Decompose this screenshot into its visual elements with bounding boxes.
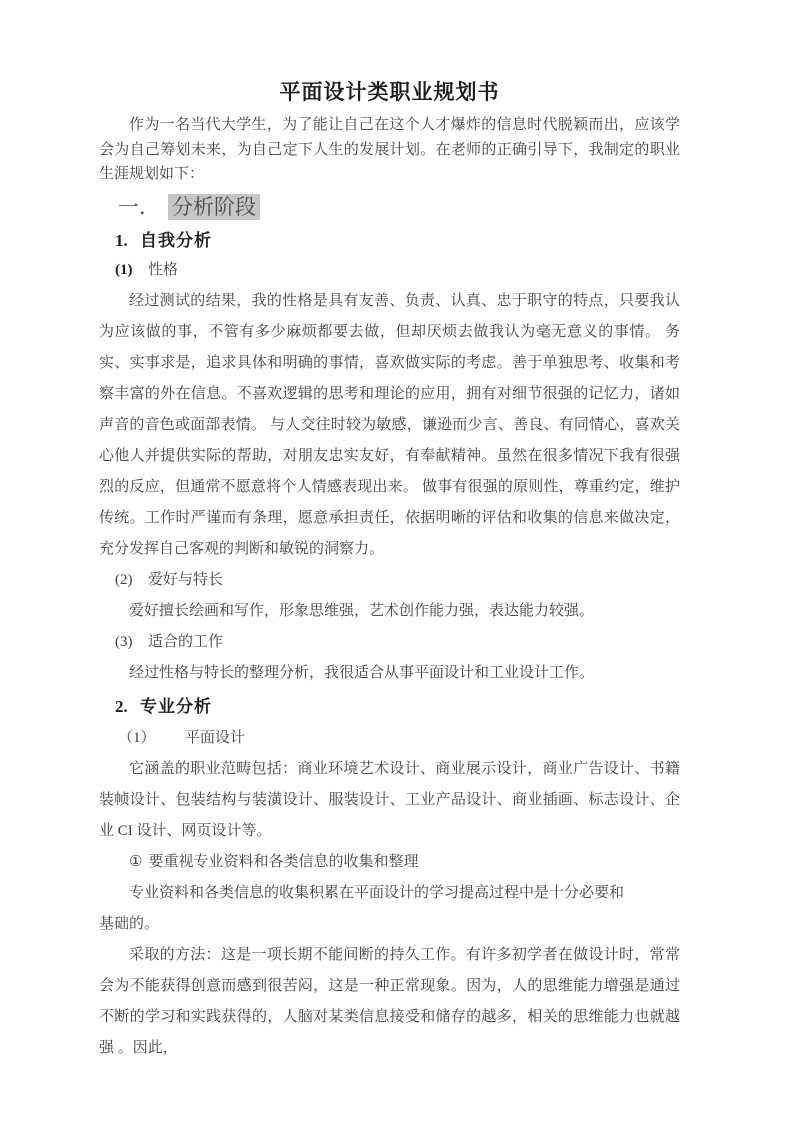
list-item-2-marker: (2) (115, 572, 133, 589)
point-1-line (99, 847, 680, 878)
major-analysis-title: 专业分析 (140, 697, 212, 717)
list-item-1-marker: (1) (115, 262, 133, 279)
method-paragraph: 采取的方法：这是一项长期不能间断的持久工作。有许多初学者在做设计时，常常会为不能获得创意而感到很苦闷，这是一种正常现象。因为，人的思维能力增强是通过不断的学习和实践获得的，人脑对某类信息接受和储存的越多，相关的思维能力也就越强 。因此， (99, 947, 680, 1057)
list-item-3-label: 适合的工作 (148, 634, 224, 651)
section-one-heading (99, 194, 680, 221)
major-analysis-number: 2. (115, 697, 128, 717)
list-item-3-body: 经过性格与特长的整理分析，我很适合从事平面设计和工业设计工作。 (129, 665, 595, 682)
section-one-number: 一． (118, 195, 160, 220)
self-analysis-number: 1. (115, 231, 128, 251)
sub-item-label: 平面设计 (185, 730, 246, 747)
self-analysis-title: 自我分析 (140, 231, 212, 251)
point-1-text: 要重视专业资料和各类信息的收集和整理 (148, 854, 419, 871)
intro-paragraph: 作为一名当代大学生，为了能让自己在这个人才爆炸的信息时代脱颖而出，应该学会为自己筹划未来，为自己定下人生的发展计划。在老师的正确引导下，我制定的职业生涯规划如下： (99, 117, 680, 183)
list-item-3-marker: (3) (115, 634, 133, 651)
list-item-1 (99, 255, 680, 286)
sub-item-graphic-design (99, 723, 680, 754)
scope-paragraph: 它涵盖的职业范畴包括：商业环境艺术设计、商业展示设计，商业广告设计、书籍装帧设计、包装结构与装潢设计、服装设计、工业产品设计、商业插画、标志设计、企业 CI 设计、网页设计等。 (99, 761, 680, 840)
circled-1-marker: ① (129, 854, 143, 871)
sub-item-marker: （1） (118, 730, 156, 747)
list-item-1-body: 经过测试的结果，我的性格是具有友善、负责、认真、忠于职守的特点，只要我认为应该做的事，不管有多少麻烦都要去做，但却厌烦去做我认为毫无意义的事情。 务实、实事求是，追求具体和明确的事情，喜欢做实际的考虑。善于单独思考、收集和考察丰富的外在信息。不喜欢逻辑的思考和理论的应用，拥有对细节很强的记忆力，诸如声音的音色或面部表情。 与人交往时较为敏感，谦逊而少言、善良、有同情心，喜欢关心他人并提供实际的帮助，对朋友忠实友好，有奉献精神。虽然在很多情况下我有很强烈的反应，但通常不愿意将个人情感表现出来。 做事有很强的原则性，尊重约定，维护传统。工作时严谨而有条理，愿意承担责任，依据明晰的评估和收集的信息来做决定，充分发挥自己客观的判断和敏锐的洞察力。 (99, 293, 680, 558)
self-analysis-body (99, 255, 680, 689)
list-item-1-label: 性格 (148, 262, 179, 279)
point-1-body-line-1: 专业资料和各类信息的收集积累在平面设计的学习提高过程中是十分必要和 (129, 885, 625, 902)
list-item-2-label: 爱好与特长 (148, 572, 224, 589)
major-analysis-heading (115, 697, 680, 717)
section-one-highlight: 分析阶段 (168, 194, 260, 220)
point-1-body-line-2: 基础的。 (99, 916, 160, 933)
list-item-2-body: 爱好擅长绘画和写作，形象思维强，艺术创作能力强，表达能力较强。 (129, 603, 595, 620)
list-item-3 (99, 627, 680, 658)
major-analysis-body (99, 723, 680, 1064)
document-title: 平面设计类职业规划书 (279, 80, 500, 104)
self-analysis-heading (115, 231, 680, 251)
list-item-2 (99, 565, 680, 596)
